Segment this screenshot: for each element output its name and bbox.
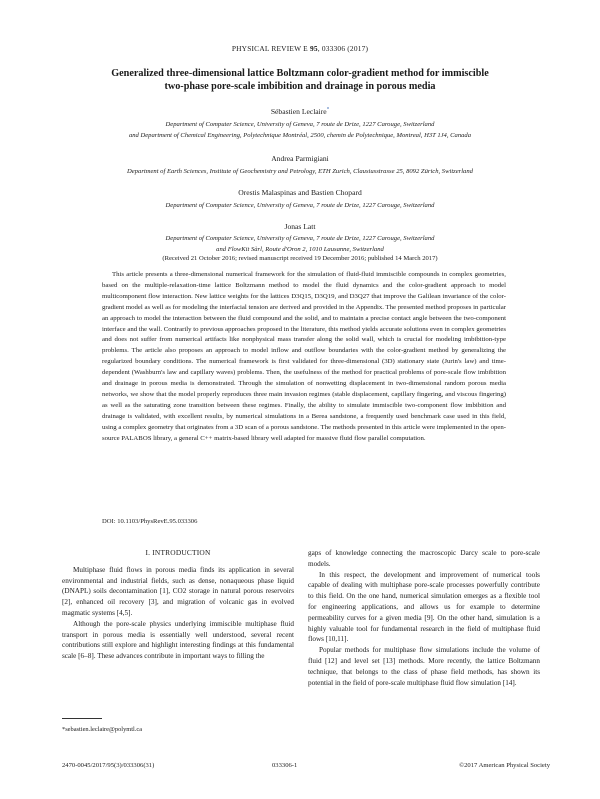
- paragraph: In this respect, the development and improvement of numerical tools capable of dealing with multiphase pore-scale processes powerfully contribute to this field. On the one hand, numerical simulation emerges as a flexible tool for engineering applications, and allows us for example to determine permeability curves for a given media [9]. On the other hand, simulation is a highly valuable tool for fundamental research in the field of multiphase fluid flows [10,11].: [308, 570, 540, 644]
- author-name: Andrea Parmigiani: [271, 154, 329, 163]
- affiliation: and FlowKit Sàrl, Route d'Oron 2, 1010 Lausanne, Switzerland: [216, 245, 384, 253]
- footnote-divider: [62, 718, 102, 719]
- right-column: [308, 548, 540, 688]
- paper-title: [70, 67, 530, 93]
- paragraph: Popular methods for multiphase flow simulations include the volume of fluid [12] and level set [13] methods. More recently, the lattice Boltzmann technique, that belongs to the class of phase field methods, has shown its potential in the field of pore-scale multiphase fluid flow simulation [14].: [308, 646, 540, 687]
- affiliation-block: [20, 234, 580, 255]
- affiliation-block: [20, 167, 580, 178]
- section-heading: I. INTRODUCTION: [145, 548, 211, 557]
- author-footnote-link[interactable]: *: [326, 107, 330, 113]
- abstract: This article presents a three-dimensional numerical framework for the simulation of fluid-fluid immiscible compounds in complex geometries, based on the multiple-relaxation-time lattice Boltzmann method to model the fluid dynamics and the color-gradient approach to model multicomponent flow interaction. New lattice weights for the lattices D3Q15, D3Q19, and D3Q27 that improve the Galilean invariance of the color-gradient model as well as for modeling the interfacial tension are derived and provided in the Appendix. The presented method proposes in particular an approach to model the interaction between the fluid compound and the solid, and to maintain a precise contact angle between the two-component interface and the wall. Contrarily to previous approaches proposed in the literature, this method yields accurate solutions even in complex geometries and does not suffer from numerical artifacts like nonphysical mass transfer along the solid wall, which is crucial for modeling imbibition-type problems. The article also proposes an approach to model inflow and outflow boundaries with the color-gradient method by generalizing the regularized boundary conditions. The numerical framework is first validated for three-dimensional (3D) stationary state (Jurin's law) and time-dependent (Washburn's law and capillary waves) problems. Then, the usefulness of the method for practical problems of pore-scale flow imbibition and drainage in porous media is demonstrated. Through the simulation of nonwetting displacement in two-dimensional random porous media networks, we show that the model properly reproduces three main invasion regimes (stable displacement, capillary fingering, and viscous fingering) as well as the saturating zone transition between these regimes. Finally, the ability to simulate immiscible two-component flow imbibition and drainage is validated, with excellent results, by numerical simulations in a Berea sandstone, a frequently used benchmark case used in this field, using a complex geometry that originates from a 3D scan of a porous sandstone. The methods presented in this article were implemented in the open-source PALABOS library, a general C++ matrix-based library well adapted for massive fluid flow parallel computation.: [102, 271, 506, 442]
- affiliation: and Department of Chemical Engineering, Polytechnique Montréal, 2500, chemin de Polytechnique, Montreal, H3T 1J4, Canada: [128, 131, 472, 139]
- footer-page-number: 033306-1: [272, 762, 298, 769]
- paragraph: gaps of knowledge connecting the macroscopic Darcy scale to pore-scale models.: [308, 549, 540, 568]
- affiliation: Department of Earth Sciences, Institute of Geochemistry and Petrology, ETH Zurich, Clausiusstrasse 25, 8092 Zürich, Switzerland: [127, 168, 473, 175]
- footer-copyright: ©2017 American Physical Society: [459, 762, 550, 769]
- affiliation: Department of Computer Science, University of Geneva, 7 route de Drize, 1227 Carouge, Switzerland: [165, 235, 435, 242]
- footer-issn: 2470-0045/2017/95(3)/033306(31): [62, 762, 155, 769]
- doi-link[interactable]: DOI: 10.1103/PhysRevE.95.033306: [102, 518, 198, 525]
- article-number: , 033306 (2017): [317, 44, 369, 53]
- running-header: [0, 44, 600, 53]
- doi: [102, 518, 197, 525]
- author-name: Orestis Malaspinas and Bastien Chopard: [238, 188, 362, 197]
- title-line: Generalized three-dimensional lattice Boltzmann color-gradient method for immiscible: [111, 68, 489, 79]
- volume-number: 95: [309, 44, 318, 53]
- author-name: Sébastien Leclaire*: [270, 107, 330, 116]
- received-dates: (Received 21 October 2016; revised manuscript received 19 December 2016; published 14 March 2017): [162, 255, 438, 262]
- left-column: [62, 548, 294, 662]
- title-line: two-phase pore-scale imbibition and drainage in porous media: [164, 81, 436, 92]
- affiliation: Department of Computer Science, University of Geneva, 7 route de Drize, 1227 Carouge, Switzerland: [165, 202, 435, 209]
- paragraph: Although the pore-scale physics underlying immiscible multiphase fluid transport in porous media is essentially well understood, several recent contributions still explore and highlight interesting findings at this fundamental scale [6–8]. These advances contribute in important ways to filling the: [62, 619, 294, 661]
- corresponding-author-footnote: *sebastien.leclaire@polymtl.ca: [62, 726, 143, 733]
- journal-name: PHYSICAL REVIEW E: [231, 44, 310, 53]
- affiliation-block: [20, 120, 580, 141]
- affiliation-block: [20, 201, 580, 212]
- paragraph: Multiphase fluid flows in porous media finds its application in several environmental and industrial fields, such as dense, nonaqueous phase liquid (DNAPL) soils decontamination [1], CO2 storage in natural porous reservoirs [2], enhanced oil recovery [3], and migration of volcanic gas in evolved magmatic systems [4,5].: [62, 565, 294, 617]
- author-name: Jonas Latt: [284, 222, 316, 231]
- affiliation: Department of Computer Science, University of Geneva, 7 route de Drize, 1227 Carouge, Switzerland: [165, 121, 435, 128]
